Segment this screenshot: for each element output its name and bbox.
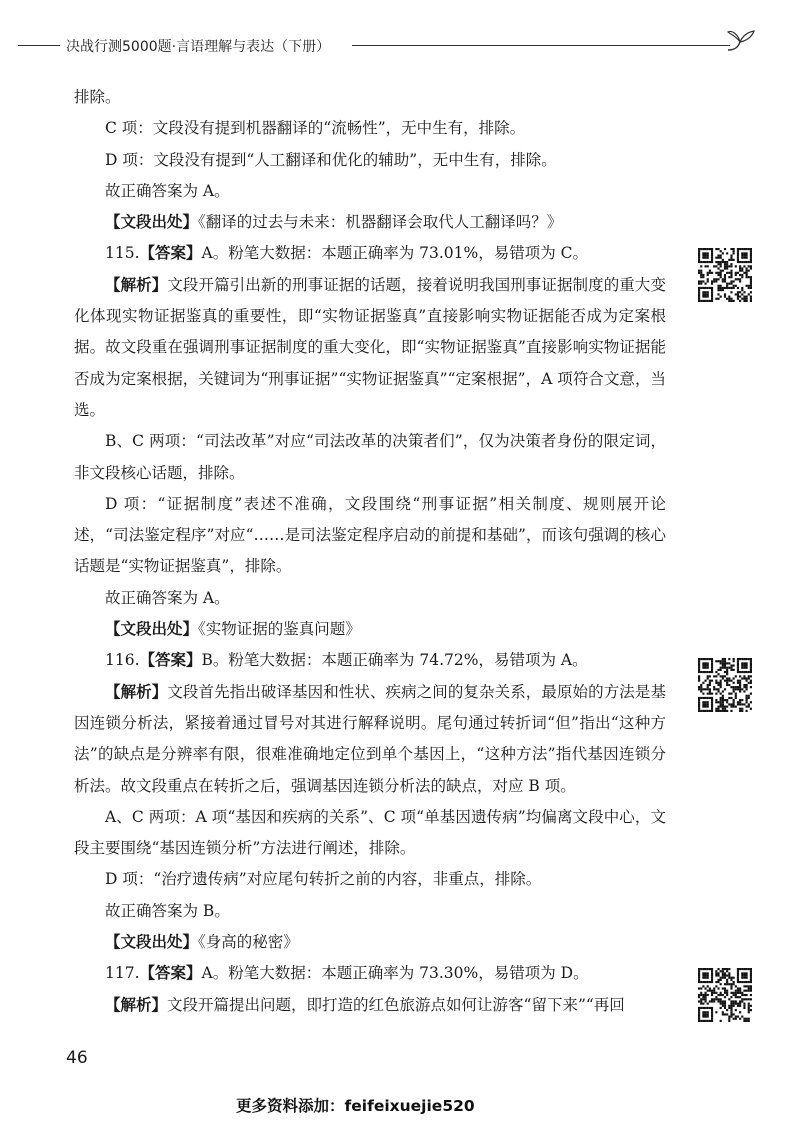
paragraph-text: 《翻译的过去与未来：机器翻译会取代人工翻译吗？》 (198, 213, 563, 232)
paragraph (74, 489, 666, 583)
paragraph-text: B。粉笔大数据：本题正确率为 74.72%，易错项为 A。 (201, 651, 588, 670)
paragraph-text: B、C 两项：“司法改革”对应“司法改革的决策者们”，仅为决策者身份的限定词，非文段核心话题，排除。 (74, 432, 666, 482)
paragraph-text: 故正确答案为 B。 (105, 901, 230, 920)
paragraph (74, 145, 666, 176)
header-title: 决战行测5000题·言语理解与表达（下册） (66, 39, 331, 55)
section-tag: 【文段出处】 (105, 213, 199, 232)
question-number: 117. (105, 964, 140, 983)
qr-code-icon[interactable] (698, 968, 752, 1022)
paragraph (74, 207, 666, 238)
question-number: 116. (105, 651, 140, 670)
section-tag: 【文段出处】 (105, 933, 199, 952)
paragraph (74, 927, 666, 958)
paragraph (74, 614, 666, 645)
section-tag: 【文段出处】 (105, 620, 199, 639)
qr-code-icon[interactable] (698, 658, 752, 712)
paragraph (74, 802, 666, 865)
paragraph (74, 958, 666, 989)
section-tag: 【答案】 (139, 651, 202, 670)
paragraph (74, 426, 666, 489)
paragraph-text: 文段开篇提出问题，即打造的红色旅游点如何让游客“留下来”“再回 (167, 995, 625, 1014)
paragraph-text: C 项：文段没有提到机器翻译的“流畅性”，无中生有，排除。 (105, 119, 526, 138)
section-tag: 【答案】 (139, 964, 202, 983)
paragraph (74, 238, 666, 269)
paragraph (74, 270, 666, 426)
section-tag: 【解析】 (105, 995, 168, 1014)
section-tag: 【解析】 (105, 682, 168, 701)
paragraph (74, 645, 666, 676)
running-header (0, 34, 800, 58)
page-number: 46 (66, 1048, 88, 1068)
paragraph-text: A。粉笔大数据：本题正确率为 73.30%，易错项为 D。 (201, 964, 589, 983)
paragraph (74, 82, 666, 113)
header-rule-right (352, 45, 730, 46)
sprout-icon (726, 26, 756, 54)
paragraph (74, 176, 666, 207)
section-tag: 【解析】 (105, 275, 168, 294)
paragraph-text: D 项：文段没有提到“人工翻译和优化的辅助”，无中生有，排除。 (105, 150, 557, 169)
paragraph-text: 《实物证据的鉴真问题》 (198, 620, 361, 639)
paragraph-text: 故正确答案为 A。 (105, 588, 230, 607)
paragraph-text: 排除。 (74, 88, 121, 106)
paragraph (74, 583, 666, 614)
paragraph-text: 故正确答案为 A。 (105, 181, 230, 200)
footer-note: 更多资料添加：feifeixuejie520 (236, 1097, 475, 1115)
paragraph (74, 990, 666, 1021)
section-tag: 【答案】 (139, 244, 202, 263)
qr-code-icon[interactable] (698, 248, 752, 302)
paragraph (74, 864, 666, 895)
paragraph (74, 677, 666, 802)
paragraph-text: A、C 两项：A 项“基因和疾病的关系”、C 项“单基因遗传病”均偏离文段中心，文段主要围绕“基因连锁分析”方法进行阐述，排除。 (74, 807, 666, 858)
paragraph-text: D 项：“治疗遗传病”对应尾句转折之前的内容，非重点，排除。 (105, 870, 542, 889)
paragraph-text: 文段首先指出破译基因和性状、疾病之间的复杂关系，最原始的方法是基因连锁分析法，紧接着通过冒号对其进行解释说明。尾句通过转折词“但”指出“这种方法”的缺点是分辨率有限，很难准确地定位到单个基因上，“这种方法”指代基因连锁分析法。故文段重点在转折之后，强调基因连锁分析法的缺点，对应 B 项。 (74, 682, 666, 795)
paragraph (74, 896, 666, 927)
paragraph-text: D 项：“证据制度”表述不准确，文段围绕“刑事证据”相关制度、规则展开论述，“司法鉴定程序”对应“……是司法鉴定程序启动的前提和基础”，而该句强调的核心话题是“实物证据鉴真”，排除。 (74, 494, 666, 576)
question-number: 115. (105, 244, 140, 263)
paragraph-text: A。粉笔大数据：本题正确率为 73.01%，易错项为 C。 (201, 244, 589, 263)
paragraph-text: 《身高的秘密》 (198, 933, 299, 952)
paragraph-text: 文段开篇引出新的刑事证据的话题，接着说明我国刑事证据制度的重大变化体现实物证据鉴真的重要性，即“实物证据鉴真”直接影响实物证据能否成为定案根据。故文段重在强调刑事证据制度的重大变化，即“实物证据鉴真”直接影响实物证据能否成为定案根据，关键词为“刑事证据”“实物证据鉴真”“定案根据”，A 项符合文意，当选。 (74, 275, 666, 419)
header-rule-left (18, 45, 60, 46)
answer-explanation-body (74, 82, 666, 1021)
paragraph (74, 113, 666, 144)
